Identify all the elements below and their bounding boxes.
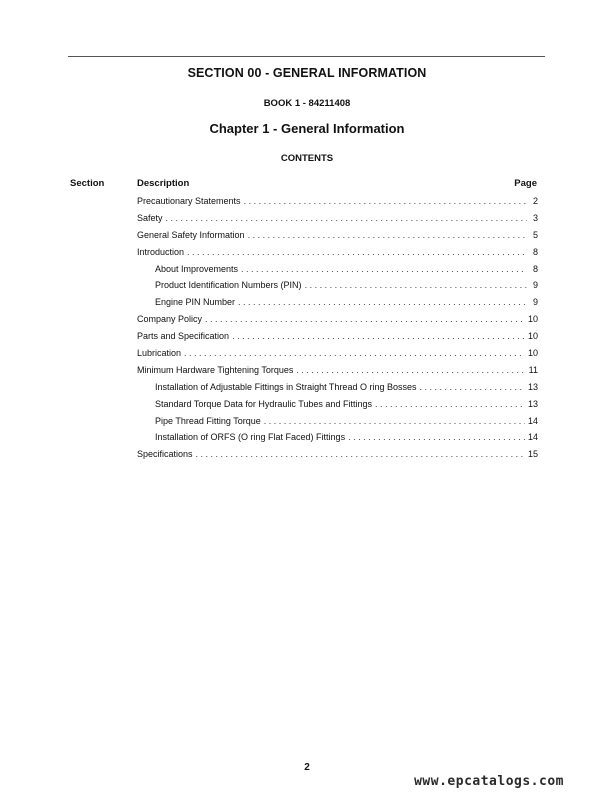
toc-entry[interactable]: [137, 244, 538, 261]
toc-entry[interactable]: [137, 413, 538, 430]
toc-entry-title: Pipe Thread Fitting Torque: [155, 415, 261, 426]
toc-dot-leader: [196, 446, 525, 463]
toc-entry-page: 5: [532, 229, 538, 240]
toc-entry[interactable]: [137, 328, 538, 345]
toc-entry[interactable]: [137, 379, 538, 396]
toc-entry-title: Standard Torque Data for Hydraulic Tubes and Fittings: [155, 398, 372, 409]
toc-entry-page: 10: [527, 348, 538, 359]
toc-dot-leader: [419, 379, 525, 396]
toc-entry-title: Specifications: [137, 449, 193, 460]
toc-entry[interactable]: [137, 193, 538, 210]
toc-entry-page: 13: [527, 381, 538, 392]
toc-entry-page: 10: [527, 314, 538, 325]
toc-entry-page: 11: [528, 364, 538, 375]
toc-entry-title: About Improvements: [155, 263, 239, 274]
toc-entry[interactable]: [137, 429, 538, 446]
toc-entry-page: 14: [527, 415, 538, 426]
toc-entry-page: 15: [527, 449, 538, 460]
table-of-contents: [137, 193, 538, 463]
toc-entry-title: Safety: [137, 212, 163, 223]
toc-entry-title: Precautionary Statements: [137, 196, 241, 206]
toc-dot-leader: [348, 429, 525, 446]
toc-entry-page: 3: [532, 212, 538, 223]
toc-entry-page: 8: [532, 246, 538, 257]
toc-entry[interactable]: [137, 261, 538, 278]
toc-entry-title: Engine PIN Number: [155, 297, 236, 308]
toc-entry[interactable]: [137, 210, 538, 227]
top-rule: [68, 56, 545, 57]
toc-entry-page: 10: [527, 331, 538, 342]
toc-dot-leader: [248, 227, 527, 244]
toc-entry-title: Parts and Specification: [137, 331, 230, 342]
section-title: SECTION 00 - GENERAL INFORMATION: [187, 66, 427, 80]
toc-entry-page: 8: [532, 263, 538, 274]
toc-entry[interactable]: [137, 362, 538, 379]
toc-dot-leader: [264, 413, 525, 430]
toc-dot-leader: [184, 345, 525, 362]
watermark: www.epcatalogs.com: [414, 774, 564, 789]
toc-entry-title: Installation of Adjustable Fittings in Straight Thread O ring Bosses: [155, 381, 417, 392]
toc-dot-leader: [305, 277, 527, 294]
toc-entry-title: Installation of ORFS (O ring Flat Faced) Fittings: [155, 432, 346, 443]
toc-entry-page: 9: [532, 297, 538, 308]
toc-entry-page: 14: [527, 432, 538, 443]
toc-entry-title: Company Policy: [137, 314, 203, 325]
toc-entry-title: General Safety Information: [137, 229, 245, 240]
toc-dot-leader: [241, 261, 527, 278]
column-header-description: Description: [137, 178, 190, 189]
book-number: BOOK 1 - 84211408: [263, 98, 351, 109]
toc-entry-page: 2: [532, 196, 538, 206]
toc-entry-title: Introduction: [137, 246, 185, 257]
toc-entry-page: 13: [527, 398, 538, 409]
chapter-title: Chapter 1 - General Information: [209, 121, 405, 136]
toc-entry[interactable]: [137, 227, 538, 244]
contents-heading: CONTENTS: [280, 153, 334, 164]
toc-dot-leader: [296, 362, 525, 379]
toc-entry[interactable]: [137, 311, 538, 328]
toc-dot-leader: [187, 244, 527, 261]
toc-entry-title: Product Identification Numbers (PIN): [155, 280, 302, 291]
toc-entry[interactable]: [137, 345, 538, 362]
toc-entry-title: Minimum Hardware Tightening Torques: [137, 364, 294, 375]
toc-entry[interactable]: [137, 396, 538, 413]
page-number: 2: [304, 762, 310, 773]
toc-entry-page: 9: [532, 280, 538, 291]
toc-entry[interactable]: [137, 277, 538, 294]
column-header-page: Page: [514, 178, 537, 189]
toc-dot-leader: [166, 210, 527, 227]
column-header-section: Section: [70, 178, 105, 189]
toc-entry[interactable]: [137, 294, 538, 311]
toc-dot-leader: [232, 328, 525, 345]
toc-dot-leader: [375, 396, 525, 413]
toc-dot-leader: [244, 193, 527, 210]
toc-dot-leader: [238, 294, 527, 311]
toc-entry-title: Lubrication: [137, 348, 182, 359]
toc-dot-leader: [205, 311, 525, 328]
toc-entry[interactable]: [137, 446, 538, 463]
